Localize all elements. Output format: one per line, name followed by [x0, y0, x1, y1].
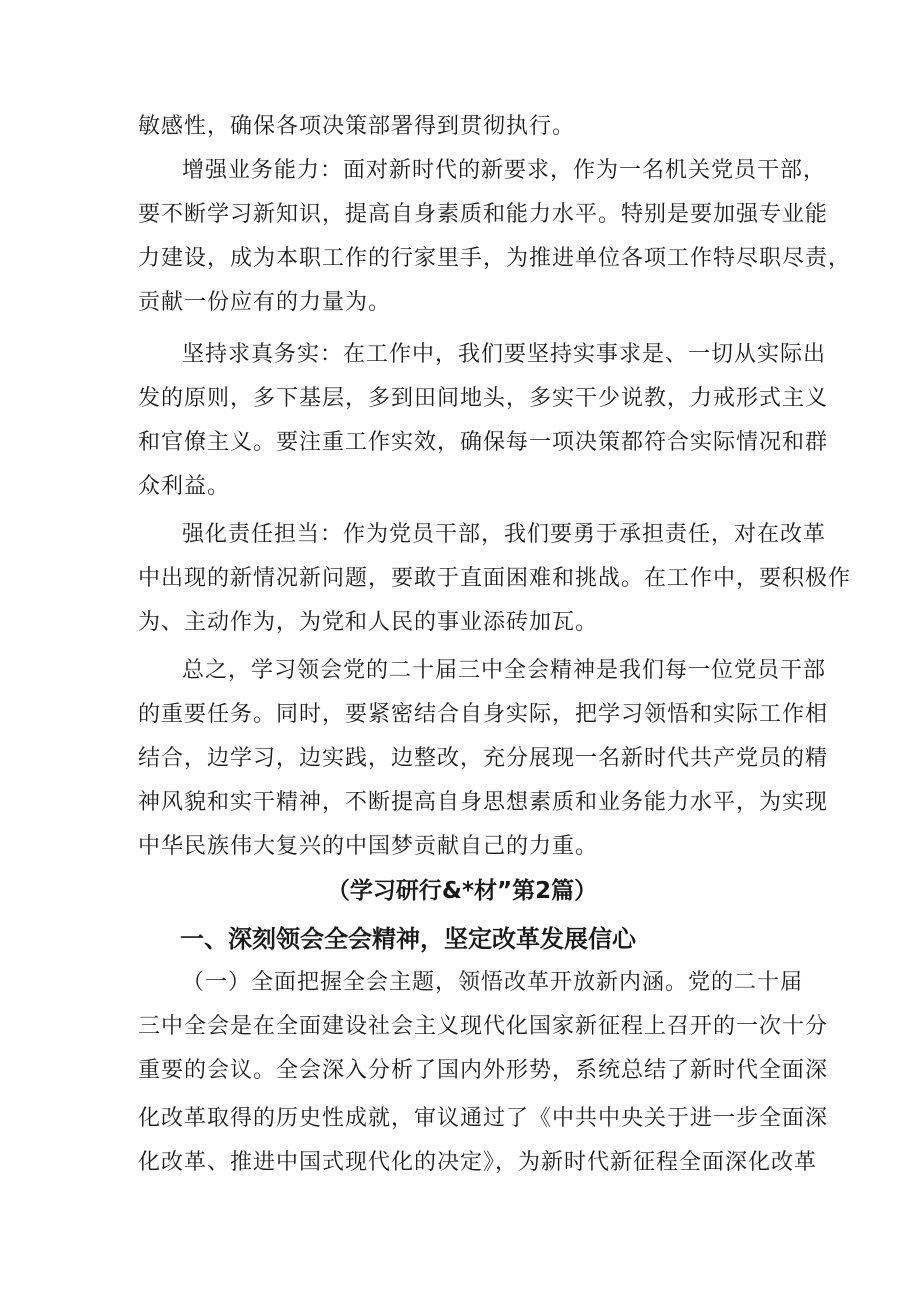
- part-title: （学习研行&*材”第2篇）: [326, 878, 598, 904]
- paragraph-line: 中华民族伟大复兴的中国梦贡献自己的力重。: [138, 834, 599, 859]
- paragraph-line: （一）全面把握全会主题，领悟改革开放新内涵。党的二十届: [182, 970, 804, 995]
- paragraph-line: 的重要任务。同时，要紧密结合自身实际，把学习领悟和实际工作相: [138, 702, 829, 727]
- paragraph-line: 三中全会是在全面建设社会主义现代化国家新征程上召开的一次十分: [138, 1014, 829, 1039]
- paragraph-line: 重要的会议。全会深入分析了国内外形势，系统总结了新时代全面深: [138, 1058, 829, 1083]
- paragraph-line: 和官僚主义。要注重工作实效，确保每一项决策都符合实际情况和群: [138, 430, 829, 455]
- section-title: 一、深刻领会全会精神，坚定改革发展信心: [180, 925, 636, 953]
- paragraph-line: 强化责任担当：作为党员干部，我们要勇于承担责任，对在改革: [182, 522, 827, 547]
- paragraph-line: 贡献一份应有的力量为。: [138, 290, 392, 315]
- paragraph-line: 增强业务能力：面对新时代的新要求，作为一名机关党员干部，: [182, 158, 827, 183]
- paragraph-line: 总之，学习领会党的二十届三中全会精神是我们每一位党员干部: [182, 658, 827, 683]
- paragraph-line: 力建设，成为本职工作的行家里手，为推进单位各项工作特尽职尽责，: [138, 246, 852, 271]
- paragraph-line: 要不断学习新知识，提高自身素质和能力水平。特别是要加强专业能: [138, 202, 829, 227]
- paragraph-line: 坚持求真务实：在工作中，我们要坚持实事求是、一切从实际出: [182, 342, 827, 367]
- paragraph-line: 众利益。: [138, 474, 231, 499]
- paragraph-line: 中出现的新情况新问题，要敢于直面困难和挑战。在工作中，要积极作: [138, 566, 852, 591]
- paragraph-line: 为、主动作为，为党和人民的事业添砖加瓦。: [138, 610, 599, 635]
- paragraph-line: 发的原则，多下基层，多到田间地头，多实干少说教，力戒形式主义: [138, 386, 829, 411]
- paragraph-line: 神风貌和实干精神，不断提高自身思想素质和业务能力水平，为实现: [138, 790, 829, 815]
- paragraph-line: 化改革、推进中国式现代化的决定》，为新时代新征程全面深化改革: [138, 1150, 818, 1175]
- paragraph-line: 敏感性，确保各项决策部署得到贯彻执行。: [138, 114, 576, 139]
- paragraph-line: 化改革取得的历史性成就，审议通过了《中共中央关于进一步全面深: [138, 1106, 829, 1131]
- paragraph-line: 结合，边学习，边实践，边整改，充分展现一名新时代共产党员的精: [138, 746, 829, 771]
